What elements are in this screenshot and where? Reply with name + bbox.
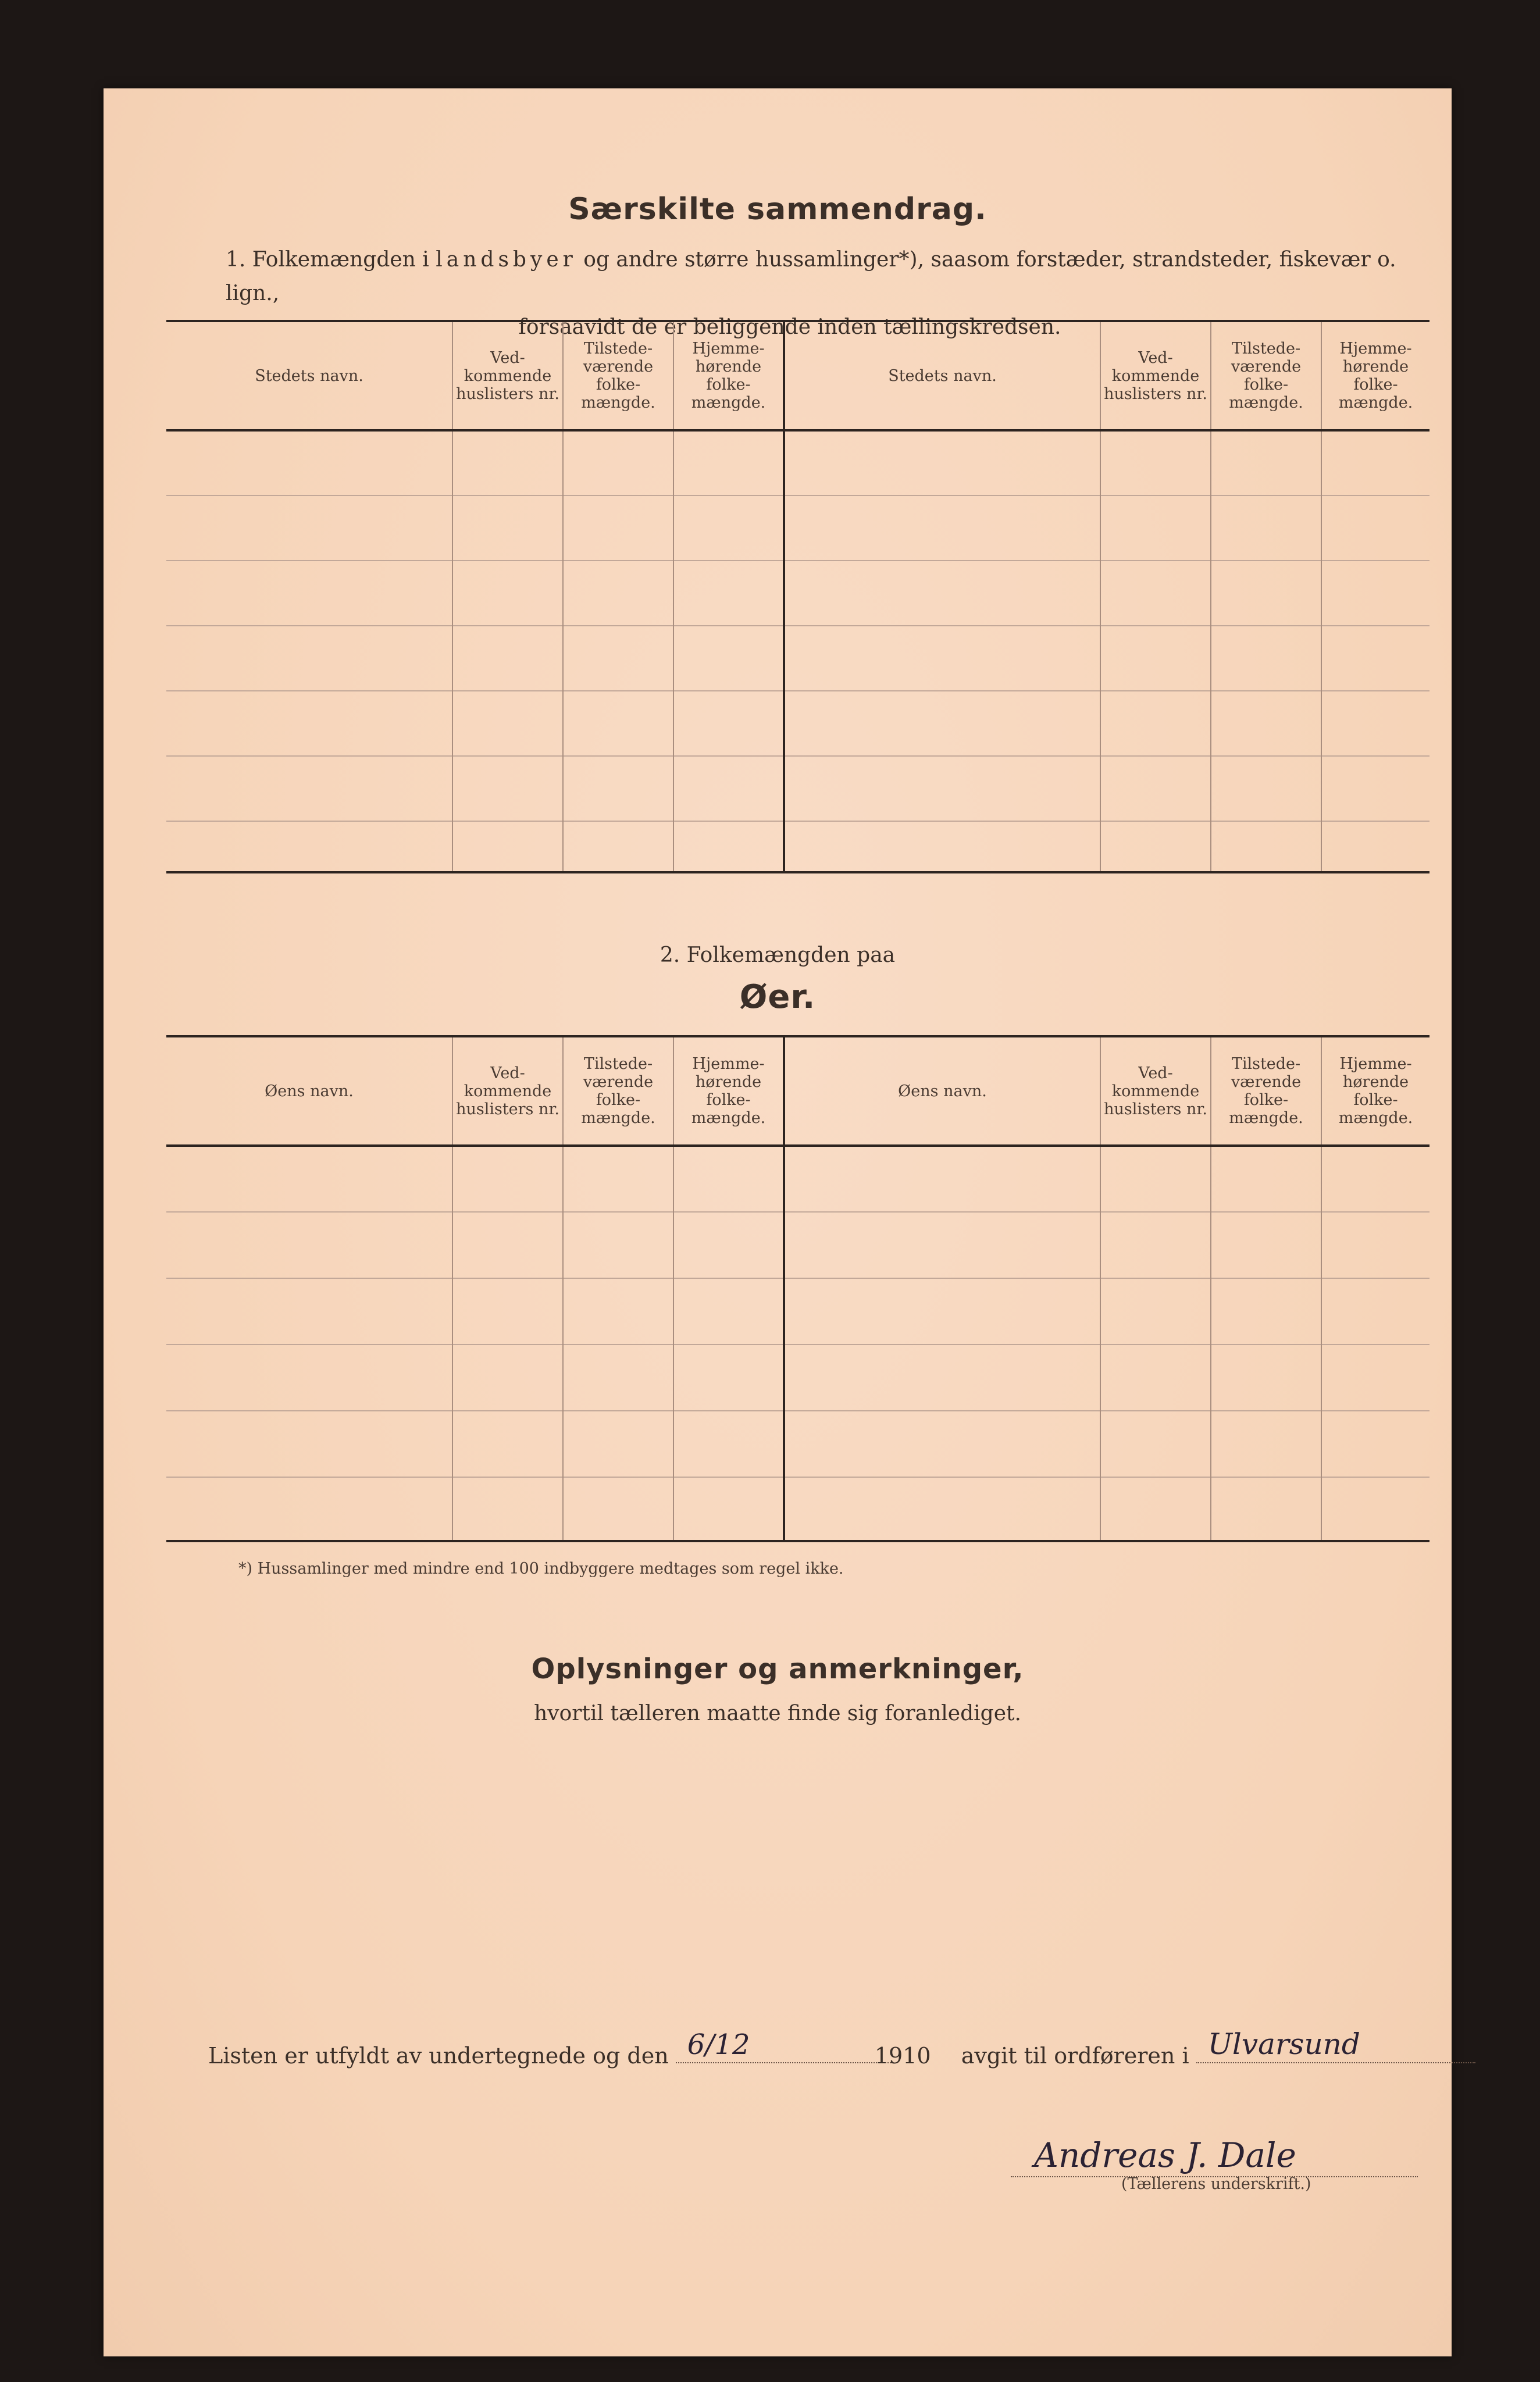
signature-caption: (Tællerens underskrift.) [1121, 2175, 1311, 2193]
municipality-field [1196, 2027, 1475, 2063]
section2-table [166, 1035, 1430, 1542]
intro-line2: forsaavidt de er beliggende inden tællingskredsen. [518, 315, 1061, 339]
table-row [166, 495, 1430, 561]
section1-header-row [166, 321, 1430, 430]
table-row [166, 756, 1430, 821]
section3-subtitle: hvortil tælleren maatte finde sig foranlediget. [534, 1702, 1021, 1725]
section3-title: Oplysninger og anmerkninger, [531, 1653, 1024, 1685]
table-row [166, 626, 1430, 691]
col-header: Stedets navn. [784, 321, 1100, 430]
table-row [166, 561, 1430, 626]
col-header: Stedets navn. [255, 366, 363, 385]
col-header: Hjemme-hørende folke-mængde. [673, 321, 784, 430]
col-header: Tilstede-værende folke-mængde. [1211, 1036, 1321, 1146]
col-header: Tilstede-værende folke-mængde. [563, 1036, 673, 1146]
table-row [166, 1345, 1430, 1411]
handwritten-signature: Andreas J. Dale [1034, 2135, 1296, 2175]
closing-statement [208, 2027, 1418, 2069]
date-field [676, 2028, 891, 2063]
col-header: Hjemme-hørende folke-mængde. [1321, 321, 1430, 430]
col-header: Ved-kommende huslisters nr. [1100, 321, 1211, 430]
intro-spaced-word: landsbyer [436, 248, 577, 272]
closing-text-after-year: avgit til ordføreren i [961, 2043, 1189, 2069]
handwritten-date: 6/12 [687, 2028, 750, 2061]
handwritten-municipality: Ulvarsund [1207, 2027, 1360, 2061]
table-row [166, 1278, 1430, 1345]
section1-title: Særskilte sammendrag. [568, 192, 987, 227]
col-header: Øens navn. [784, 1036, 1100, 1146]
signature-field [1011, 2135, 1418, 2177]
col-header: Øens navn. [265, 1082, 354, 1100]
col-header: Ved-kommende huslisters nr. [452, 1036, 563, 1146]
table-row [166, 1477, 1430, 1541]
col-header: Tilstede-værende folke-mængde. [563, 321, 673, 430]
col-header: Hjemme-hørende folke-mængde. [1321, 1036, 1430, 1146]
col-header: Tilstede-værende folke-mængde. [1211, 321, 1321, 430]
col-header: Ved-kommende huslisters nr. [1100, 1036, 1211, 1146]
footnote: *) Hussamlinger med mindre end 100 indbyggere medtages som regel ikke. [238, 1560, 844, 1578]
col-header: Hjemme-hørende folke-mængde. [673, 1036, 784, 1146]
section2-header-row [166, 1036, 1430, 1146]
table-row [166, 1212, 1430, 1278]
table-row [166, 430, 1430, 495]
section2-subtitle: Øer. [739, 978, 816, 1016]
census-form-page [104, 88, 1452, 2356]
intro-rest: og andre større hussamlinger*), saasom forstæder, strandsteder, fiskevær o. lign., [226, 248, 1396, 305]
section2-title: 2. Folkemængden paa [660, 943, 896, 967]
col-header: Ved-kommende huslisters nr. [452, 321, 563, 430]
table-row [166, 1146, 1430, 1212]
closing-text-before-date: Listen er utfyldt av undertegnede og den [208, 2043, 669, 2069]
table-row [166, 1411, 1430, 1477]
intro-prefix: 1. Folkemængden i [226, 248, 436, 272]
year-text: 1910 [874, 2043, 931, 2069]
section1-table [166, 320, 1430, 873]
table-row [166, 691, 1430, 756]
table-row [166, 821, 1430, 872]
